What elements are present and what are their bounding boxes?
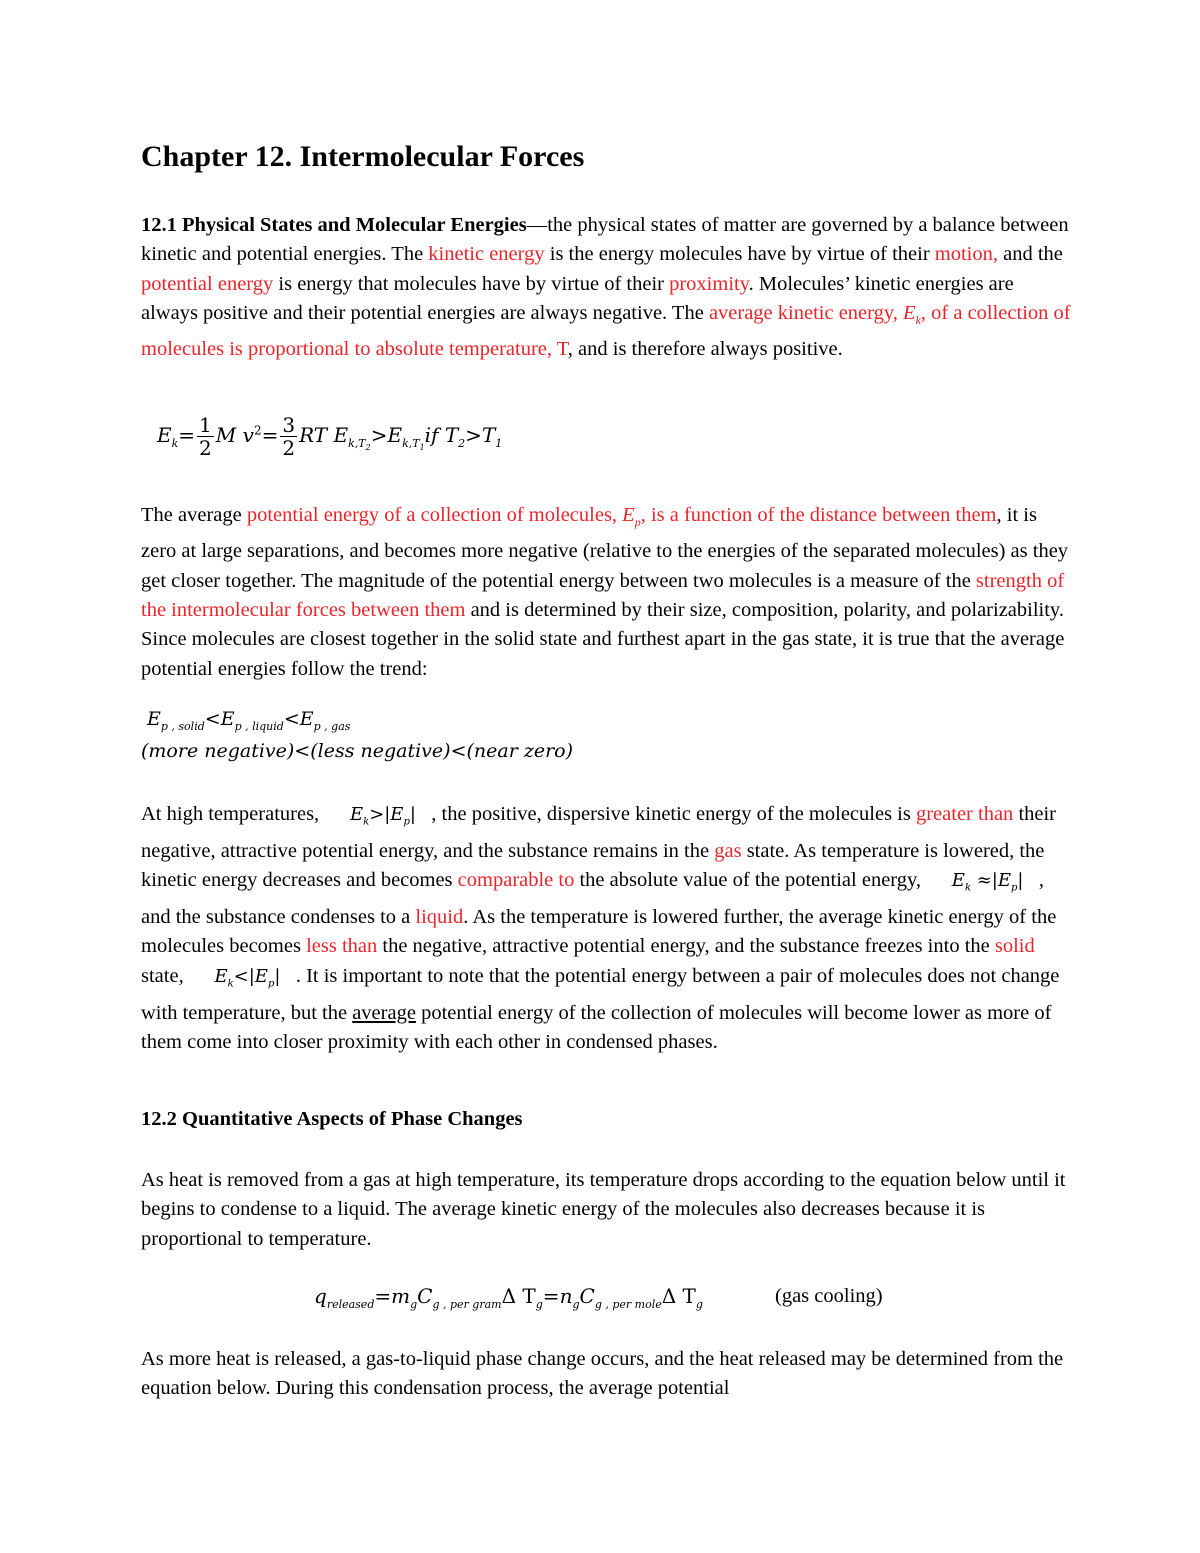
section-12-1-paragraph: 12.1 Physical States and Molecular Energies—the physical states of matter are governed by a balance between kinetic and potential energies. The kinetic energy is the energy molecules have by virtue of their motion, and the potential energy is energy that molecules have by virtue of their proximity. Molecules’ kinetic energies are always positive and their potential energies are always negative. The average kinetic energy, $E_k$, of a collection of molecules is proportional to absolute temperature, T, and is therefore always positive. <box>141 214 1071 361</box>
kinetic-energy-equation: $E_k=$ $\frac{1}{2}$ M $v^2=$ $\frac{3}{2}$ RT $E_{k,T_2}>E_{k,T_1}if$ $T_2>T_1$ <box>157 413 503 460</box>
potential-energy-trend: $E_{p , solid}<E_{p , liquid}<E_{p , gas}$ <box>147 708 351 733</box>
solid-condition-math: $E_k<|E_p|$ <box>214 965 281 990</box>
temperature-phase-paragraph: At high temperatures, $E_k>|E_p|$ , the positive, dispersive kinetic energy of the molecules is greater than their negative, attractive potential energy, and the substance remains in the gas state. As temperature is lowered, the kinetic energy decreases and becomes comparable to the absolute value of the potential energy, $E_k \approx|E_p|$ , and the substance condenses to a liquid. As the temperature is lowered further, the average kinetic energy of the molecules becomes less than the negative, attractive potential energy, and the substance freezes into the solid state, $E_k<|E_p|$ . It is important to note that the potential energy between a pair of molecules does not change with temperature, but the average potential energy of the collection of molecules will become lower as more of them come into closer proximity with each other in condensed phases. <box>141 803 1060 1053</box>
gas-cooling-equation: $q_{released}=m_gC_{g , per gram}\Delta$ $T_g=n_gC_{g , per mole}\Delta$ $T_g$ <box>314 1284 703 1311</box>
condensation-paragraph: As more heat is released, a gas-to-liquid phase change occurs, and the heat released may be determined from the equation below. During this condensation process, the average potential <box>141 1348 1064 1400</box>
average-underlined: average <box>352 1001 416 1024</box>
section-12-2-heading: 12.2 Quantitative Aspects of Phase Changes <box>141 1108 523 1130</box>
gas-cooling-paragraph: As heat is removed from a gas at high temperature, its temperature drops according to the equation below until it begins to condense to a liquid. The average kinetic energy of the molecules also decreases because it is proportional to temperature. <box>141 1169 1066 1250</box>
section-12-1-heading: 12.1 Physical States and Molecular Energies <box>141 214 527 236</box>
kinetic-energy-term: kinetic energy <box>428 243 545 266</box>
gas-condition-math: $E_k>|E_p|$ <box>349 804 416 828</box>
potential-energy-trend-labels: (more negative)<(less negative)<(near zero) <box>141 740 574 762</box>
potential-energy-paragraph: The average potential energy of a collection of molecules, $E_p$, is a function of the distance between them, it is zero at large separations, and becomes more negative (relative to the energies of the separated molecules) as they get closer together. The magnitude of the potential energy between two molecules is a measure of the strength of the intermolecular forces between them and is determined by their size, composition, polarity, and polarizability. Since molecules are closest together in the solid state and furthest apart in the gas state, it is true that the average potential energies follow the trend: <box>141 504 1069 680</box>
potential-energy-term: potential energy <box>141 272 274 295</box>
liquid-condition-math: $E_k \approx|E_p|$ <box>951 870 1024 894</box>
gas-cooling-label: (gas cooling) <box>775 1285 883 1307</box>
chapter-title: Chapter 12. Intermolecular Forces <box>141 140 585 173</box>
